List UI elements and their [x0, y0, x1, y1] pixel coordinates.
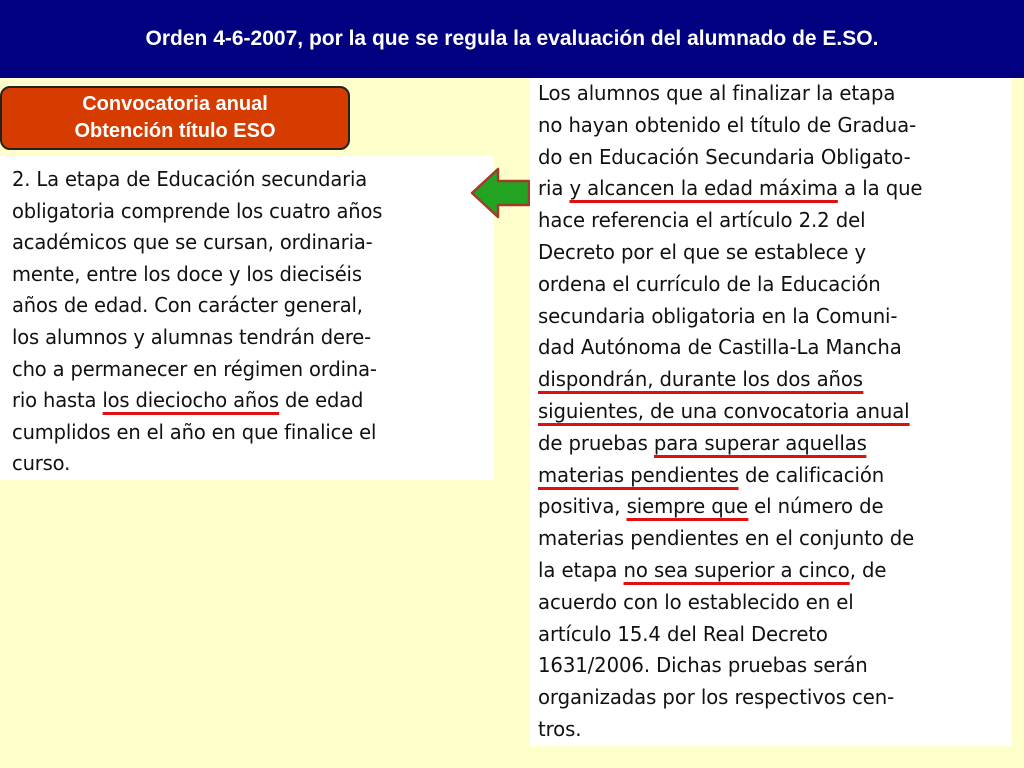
- right-line: [538, 173, 1004, 205]
- left-line: [12, 385, 482, 417]
- underlined-phrase: no sea superior a cinco: [624, 558, 850, 585]
- right-line: tros.: [538, 716, 582, 741]
- right-line: [538, 555, 1004, 587]
- underlined-phrase: y alcancen la edad máxima: [569, 176, 838, 203]
- slide-title: Orden 4-6-2007, por la que se regula la evaluación del alumnado de E.SO.: [145, 27, 879, 50]
- right-line: [538, 364, 1004, 396]
- right-line: hace referencia el artículo 2.2 del: [538, 208, 866, 233]
- right-line: organizadas por los respectivos cen-: [538, 685, 895, 710]
- text-segment: de edad: [278, 388, 364, 413]
- left-line: los alumnos y alumnas tendrán dere-: [12, 324, 372, 349]
- left-line: académicos que se cursan, ordinaria-: [12, 230, 373, 255]
- right-line: [538, 396, 1004, 428]
- right-line: dad Autónoma de Castilla-La Mancha: [538, 335, 902, 360]
- text-segment: de calificación: [738, 462, 885, 487]
- green-left-arrow-icon: [470, 166, 532, 220]
- right-line: 1631/2006. Dichas pruebas serán: [538, 653, 868, 678]
- underlined-phrase: siguientes, de una convocatoria anual: [538, 399, 910, 426]
- right-line: Los alumnos que al finalizar la etapa: [538, 81, 896, 105]
- underlined-phrase: los dieciocho años: [102, 388, 279, 415]
- left-line: cumplidos en el año en que finalice el: [12, 419, 377, 444]
- right-line: Decreto por el que se establece y: [538, 239, 867, 264]
- text-segment: de pruebas: [538, 430, 654, 455]
- convocatoria-badge: [0, 86, 350, 150]
- badge-line-1: Convocatoria anual: [82, 93, 268, 115]
- text-segment: positiva,: [538, 494, 627, 519]
- left-line: 2. La etapa de Educación secundaria: [12, 167, 368, 191]
- right-line: secundaria obligatoria en la Comuni-: [538, 303, 898, 328]
- right-line: do en Educación Secundaria Obligato-: [538, 144, 911, 169]
- right-line: [538, 460, 1004, 492]
- left-line: curso.: [12, 451, 71, 476]
- left-line: mente, entre los doce y los dieciséis: [12, 261, 362, 286]
- underlined-phrase: dispondrán, durante los dos años: [538, 367, 863, 394]
- right-text-excerpt: [530, 78, 1012, 746]
- text-segment: a la que: [837, 176, 923, 201]
- right-line: artículo 15.4 del Real Decreto: [538, 621, 828, 646]
- underlined-phrase: siempre que: [627, 494, 748, 521]
- left-line: años de edad. Con carácter general,: [12, 293, 363, 318]
- right-line: [538, 428, 1004, 460]
- right-line: [538, 491, 1004, 523]
- left-line: cho a permanecer en régimen ordina-: [12, 356, 377, 381]
- right-line: ordena el currículo de la Educación: [538, 271, 881, 296]
- text-segment: , de: [849, 557, 887, 582]
- left-line: obligatoria comprende los cuatro años: [12, 198, 383, 223]
- text-segment: la etapa: [538, 557, 624, 582]
- right-line: materias pendientes en el conjunto de: [538, 526, 915, 551]
- text-segment: rio hasta: [12, 388, 103, 413]
- slide-header: [0, 0, 1024, 78]
- text-segment: el número de: [747, 494, 884, 519]
- left-text-excerpt: [0, 156, 494, 480]
- underlined-phrase: materias pendientes: [538, 463, 739, 490]
- badge-line-2: Obtención título ESO: [74, 120, 276, 142]
- right-line: no hayan obtenido el título de Gradua-: [538, 112, 917, 137]
- underlined-phrase: para superar aquellas: [654, 431, 867, 458]
- text-segment: ria: [538, 176, 570, 201]
- right-line: acuerdo con lo establecido en el: [538, 589, 854, 614]
